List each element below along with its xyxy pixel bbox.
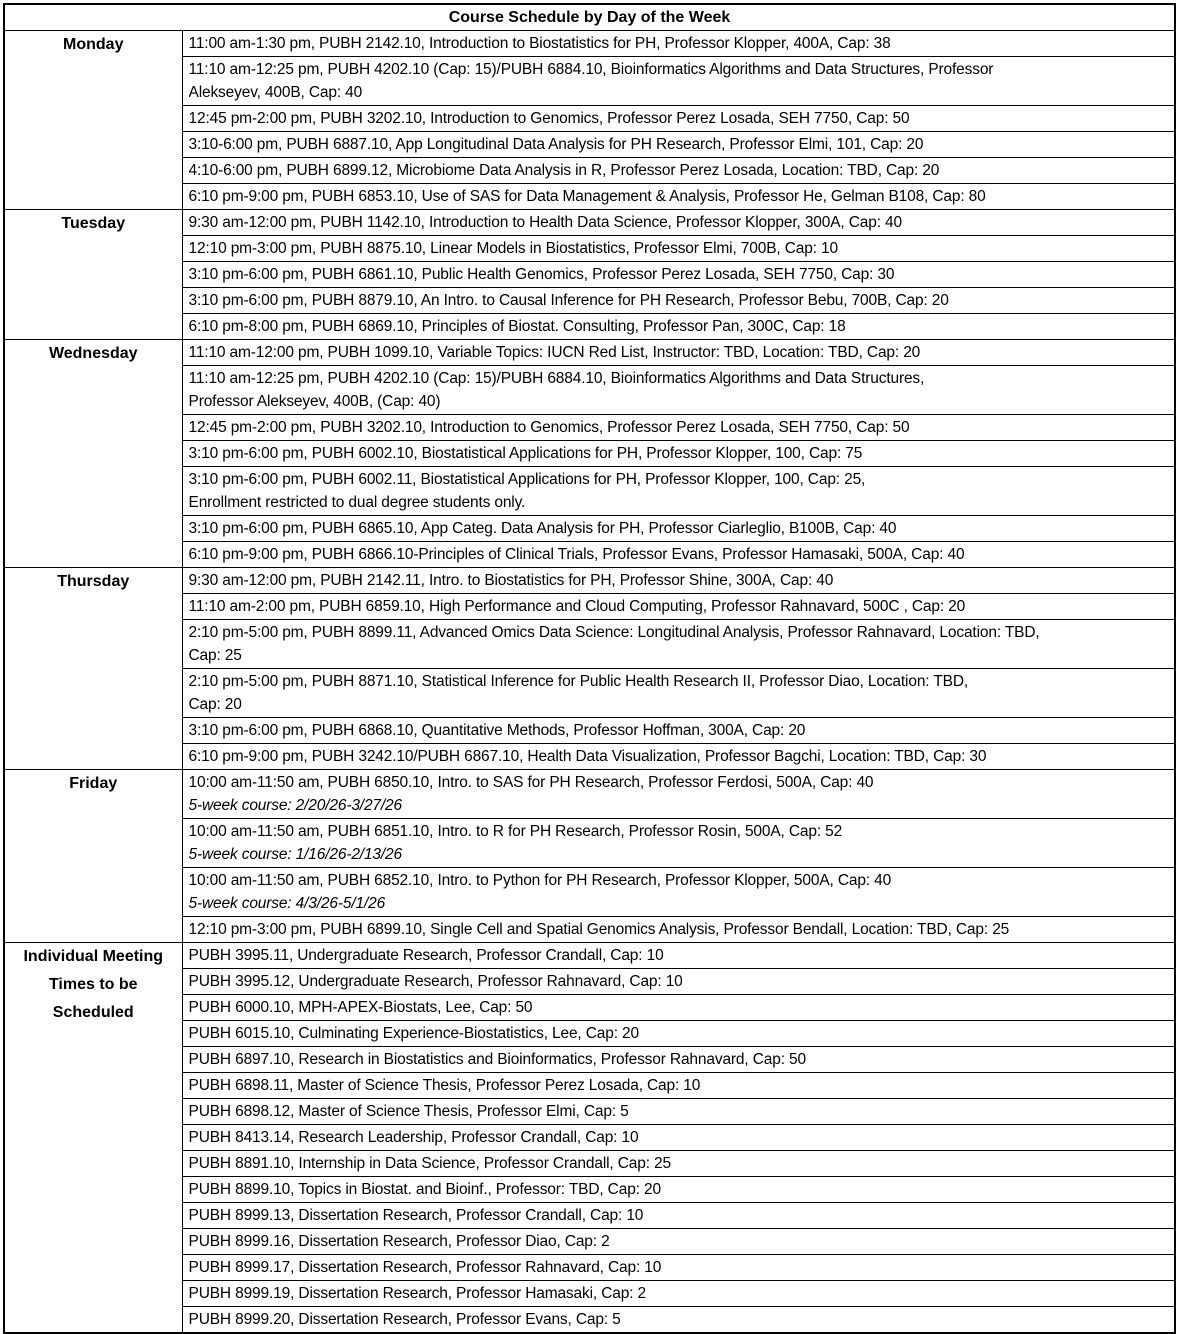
course-text-line: Cap: 20 xyxy=(188,696,242,713)
course-cell xyxy=(182,542,1175,568)
day-label-cell xyxy=(4,210,182,340)
day-label-line: Tuesday xyxy=(61,215,126,232)
course-text-line: 11:10 am-12:00 pm, PUBH 1099.10, Variable Topics: IUCN Red List, Instructor: TBD, Location: TBD, Cap: 20 xyxy=(188,344,921,361)
table-row xyxy=(4,210,1175,236)
course-text-line: Professor Alekseyev, 400B, (Cap: 40) xyxy=(188,393,441,410)
course-text-line: PUBH 6000.10, MPH-APEX-Biostats, Lee, Cap: 50 xyxy=(188,999,533,1016)
table-row xyxy=(4,31,1175,57)
table-row xyxy=(4,943,1175,969)
course-text-line: 12:45 pm-2:00 pm, PUBH 3202.10, Introduction to Genomics, Professor Perez Losada, SEH 7750, Cap: 50 xyxy=(188,110,910,127)
course-cell xyxy=(182,1125,1175,1151)
course-cell xyxy=(182,770,1175,819)
course-cell xyxy=(182,669,1175,718)
course-text-line: 12:10 pm-3:00 pm, PUBH 6899.10, Single Cell and Spatial Genomics Analysis, Professor Bendall, Location: TBD, Cap: 25 xyxy=(188,921,1010,938)
course-text-line: PUBH 8413.14, Research Leadership, Professor Crandall, Cap: 10 xyxy=(188,1129,639,1146)
day-label-line: Individual Meeting xyxy=(23,948,164,965)
course-text-line: PUBH 8891.10, Internship in Data Science, Professor Crandall, Cap: 25 xyxy=(188,1155,671,1172)
course-text-line: PUBH 8999.16, Dissertation Research, Professor Diao, Cap: 2 xyxy=(188,1233,610,1250)
course-cell xyxy=(182,1177,1175,1203)
course-cell xyxy=(182,366,1175,415)
course-cell xyxy=(182,1229,1175,1255)
course-text-line: PUBH 3995.12, Undergraduate Research, Professor Rahnavard, Cap: 10 xyxy=(188,973,683,990)
course-cell xyxy=(182,744,1175,770)
course-text-line: 3:10 pm-6:00 pm, PUBH 6002.11, Biostatistical Applications for PH, Professor Klopper, 100, Cap: 25, xyxy=(188,471,866,488)
course-text-line: Cap: 25 xyxy=(188,647,242,664)
course-text-line: 9:30 am-12:00 pm, PUBH 2142.11, Intro. to Biostatistics for PH, Professor Shine, 300A, Cap: 40 xyxy=(188,572,834,589)
course-text-line: PUBH 8999.19, Dissertation Research, Professor Hamasaki, Cap: 2 xyxy=(188,1285,646,1302)
course-text-line: 11:10 am-12:25 pm, PUBH 4202.10 (Cap: 15)/PUBH 6884.10, Bioinformatics Algorithms and Data Structures, Professor xyxy=(188,61,994,78)
course-text-line: Enrollment restricted to dual degree students only. xyxy=(188,494,526,511)
title-row xyxy=(4,4,1175,31)
course-text-line: 3:10-6:00 pm, PUBH 6887.10, App Longitudinal Data Analysis for PH Research, Professor Elmi, 101, Cap: 20 xyxy=(188,136,924,153)
course-text-line: PUBH 8999.20, Dissertation Research, Professor Evans, Cap: 5 xyxy=(188,1311,621,1328)
page-title: Course Schedule by Day of the Week xyxy=(4,4,1175,31)
course-text-line: 11:00 am-1:30 pm, PUBH 2142.10, Introduction to Biostatistics for PH, Professor Klopper, 400A, Cap: 38 xyxy=(188,35,891,52)
course-cell xyxy=(182,210,1175,236)
course-text-line: PUBH 8899.10, Topics in Biostat. and Bioinf., Professor: TBD, Cap: 20 xyxy=(188,1181,661,1198)
course-cell xyxy=(182,718,1175,744)
day-label-cell xyxy=(4,943,182,1334)
course-cell xyxy=(182,184,1175,210)
course-note-line: 5-week course: 2/20/26-3/27/26 xyxy=(188,797,402,814)
course-text-line: 2:10 pm-5:00 pm, PUBH 8899.11, Advanced Omics Data Science: Longitudinal Analysis, Professor Rahnavard, Location: TBD, xyxy=(188,624,1040,641)
course-cell xyxy=(182,568,1175,594)
day-label-cell xyxy=(4,770,182,943)
course-cell xyxy=(182,1255,1175,1281)
course-text-line: 3:10 pm-6:00 pm, PUBH 6002.10, Biostatistical Applications for PH, Professor Klopper, 100, Cap: 75 xyxy=(188,445,863,462)
day-label-line: Thursday xyxy=(57,573,130,590)
course-text-line: 11:10 am-2:00 pm, PUBH 6859.10, High Performance and Cloud Computing, Professor Rahnavard, 500C , Cap: 20 xyxy=(188,598,966,615)
course-cell xyxy=(182,1047,1175,1073)
course-text-line: PUBH 8999.17, Dissertation Research, Professor Rahnavard, Cap: 10 xyxy=(188,1259,662,1276)
course-text-line: 3:10 pm-6:00 pm, PUBH 6861.10, Public Health Genomics, Professor Perez Losada, SEH 7750, Cap: 30 xyxy=(188,266,895,283)
course-note-line: 5-week course: 1/16/26-2/13/26 xyxy=(188,846,402,863)
course-cell xyxy=(182,441,1175,467)
course-cell xyxy=(182,819,1175,868)
course-text-line: 4:10-6:00 pm, PUBH 6899.12, Microbiome Data Analysis in R, Professor Perez Losada, Location: TBD, Cap: 20 xyxy=(188,162,940,179)
course-cell xyxy=(182,1203,1175,1229)
table-row xyxy=(4,770,1175,819)
course-cell xyxy=(182,158,1175,184)
course-text-line: 9:30 am-12:00 pm, PUBH 1142.10, Introduction to Health Data Science, Professor Klopper, 300A, Cap: 40 xyxy=(188,214,902,231)
course-text-line: 10:00 am-11:50 am, PUBH 6851.10, Intro. to R for PH Research, Professor Rosin, 500A, Cap: 52 xyxy=(188,823,843,840)
day-label-line: Times to be xyxy=(48,976,138,993)
course-text-line: 6:10 pm-9:00 pm, PUBH 3242.10/PUBH 6867.10, Health Data Visualization, Professor Bagchi, Location: TBD, Cap: 30 xyxy=(188,748,987,765)
course-text-line: 2:10 pm-5:00 pm, PUBH 8871.10, Statistical Inference for Public Health Research II, Professor Diao, Location: TBD, xyxy=(188,673,969,690)
course-cell xyxy=(182,236,1175,262)
course-text-line: 10:00 am-11:50 am, PUBH 6852.10, Intro. to Python for PH Research, Professor Klopper, 500A, Cap: 40 xyxy=(188,872,892,889)
table-row xyxy=(4,340,1175,366)
course-cell xyxy=(182,31,1175,57)
course-cell xyxy=(182,288,1175,314)
course-cell xyxy=(182,1281,1175,1307)
course-cell xyxy=(182,594,1175,620)
course-cell xyxy=(182,516,1175,542)
course-cell xyxy=(182,620,1175,669)
course-text-line: PUBH 6015.10, Culminating Experience-Biostatistics, Lee, Cap: 20 xyxy=(188,1025,639,1042)
course-text-line: 3:10 pm-6:00 pm, PUBH 8879.10, An Intro. to Causal Inference for PH Research, Professor Bebu, 700B, Cap: 20 xyxy=(188,292,949,309)
course-text-line: PUBH 6897.10, Research in Biostatistics and Bioinformatics, Professor Rahnavard, Cap: 50 xyxy=(188,1051,806,1068)
course-cell xyxy=(182,969,1175,995)
day-label-line: Wednesday xyxy=(48,345,138,362)
course-text-line: 12:45 pm-2:00 pm, PUBH 3202.10, Introduction to Genomics, Professor Perez Losada, SEH 7750, Cap: 50 xyxy=(188,419,910,436)
course-text-line: Alekseyev, 400B, Cap: 40 xyxy=(188,84,363,101)
day-label-line: Friday xyxy=(69,775,118,792)
course-cell xyxy=(182,995,1175,1021)
day-label-cell xyxy=(4,31,182,210)
course-text-line: PUBH 8999.13, Dissertation Research, Professor Crandall, Cap: 10 xyxy=(188,1207,644,1224)
course-cell xyxy=(182,467,1175,516)
schedule-body xyxy=(4,31,1175,1334)
course-schedule-table xyxy=(3,3,1176,1334)
course-cell xyxy=(182,1021,1175,1047)
course-text-line: 6:10 pm-8:00 pm, PUBH 6869.10, Principles of Biostat. Consulting, Professor Pan, 300C, Cap: 18 xyxy=(188,318,846,335)
course-cell xyxy=(182,868,1175,917)
course-text-line: 6:10 pm-9:00 pm, PUBH 6853.10, Use of SAS for Data Management & Analysis, Professor He, Gelman B108, Cap: 80 xyxy=(188,188,986,205)
course-cell xyxy=(182,415,1175,441)
day-label-line: Scheduled xyxy=(52,1004,134,1021)
course-cell xyxy=(182,340,1175,366)
course-text-line: 3:10 pm-6:00 pm, PUBH 6865.10, App Categ. Data Analysis for PH, Professor Ciarleglio, B100B, Cap: 40 xyxy=(188,520,897,537)
course-cell xyxy=(182,1073,1175,1099)
course-cell xyxy=(182,1099,1175,1125)
course-cell xyxy=(182,262,1175,288)
course-cell xyxy=(182,132,1175,158)
course-text-line: 6:10 pm-9:00 pm, PUBH 6866.10-Principles of Clinical Trials, Professor Evans, Professor Hamasaki, 500A, Cap: 40 xyxy=(188,546,965,563)
course-text-line: 3:10 pm-6:00 pm, PUBH 6868.10, Quantitative Methods, Professor Hoffman, 300A, Cap: 20 xyxy=(188,722,806,739)
day-label-cell xyxy=(4,340,182,568)
course-cell xyxy=(182,314,1175,340)
course-cell xyxy=(182,1151,1175,1177)
course-text-line: PUBH 6898.12, Master of Science Thesis, Professor Elmi, Cap: 5 xyxy=(188,1103,629,1120)
day-label-line: Monday xyxy=(63,36,124,53)
course-note-line: 5-week course: 4/3/26-5/1/26 xyxy=(188,895,386,912)
course-text-line: 10:00 am-11:50 am, PUBH 6850.10, Intro. to SAS for PH Research, Professor Ferdosi, 500A, Cap: 40 xyxy=(188,774,874,791)
course-text-line: PUBH 6898.11, Master of Science Thesis, Professor Perez Losada, Cap: 10 xyxy=(188,1077,701,1094)
day-label-cell xyxy=(4,568,182,770)
course-cell xyxy=(182,106,1175,132)
course-cell xyxy=(182,917,1175,943)
table-row xyxy=(4,568,1175,594)
course-cell xyxy=(182,943,1175,969)
course-text-line: 11:10 am-12:25 pm, PUBH 4202.10 (Cap: 15)/PUBH 6884.10, Bioinformatics Algorithms and Data Structures, xyxy=(188,370,925,387)
course-text-line: 12:10 pm-3:00 pm, PUBH 8875.10, Linear Models in Biostatistics, Professor Elmi, 700B, Cap: 10 xyxy=(188,240,838,257)
course-cell xyxy=(182,57,1175,106)
course-text-line: PUBH 3995.11, Undergraduate Research, Professor Crandall, Cap: 10 xyxy=(188,947,664,964)
course-cell xyxy=(182,1307,1175,1334)
